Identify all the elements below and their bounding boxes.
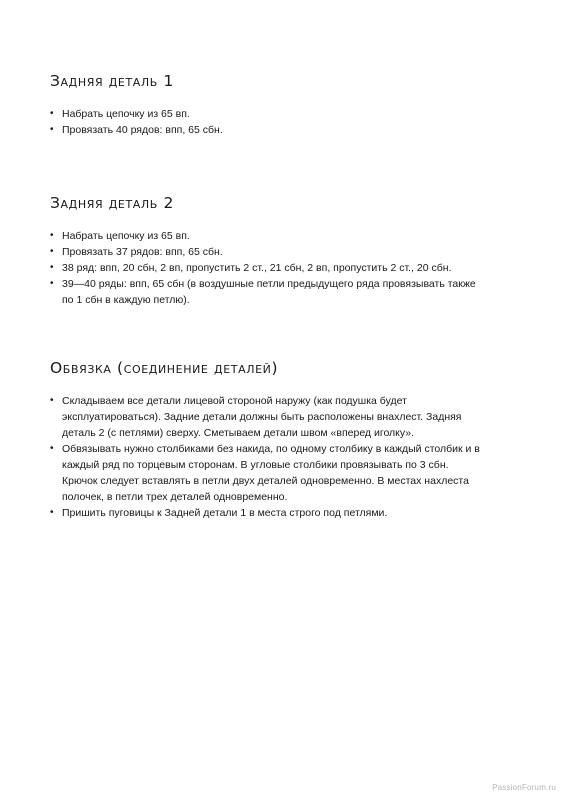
list-item <box>50 260 480 276</box>
list-item <box>50 276 480 308</box>
bullet-icon: • <box>50 230 54 241</box>
bullet-icon: • <box>50 507 54 518</box>
instruction-list <box>50 106 480 138</box>
section-back-part-1 <box>50 72 480 138</box>
list-item <box>50 228 480 244</box>
bullet-icon: • <box>50 443 54 454</box>
section-heading: Обвязка (соединение деталей) <box>50 359 279 377</box>
list-item-text: Складываем все детали лицевой стороной наружу (как подушка будет эксплуатироваться). Задние детали должны быть расположены внахлест. Задняя деталь 2 (с петлями) сверху. Сметываем детали швом «вперед иголку». <box>62 395 462 439</box>
list-item <box>50 505 480 521</box>
bullet-icon: • <box>50 278 54 289</box>
section-heading: Задняя деталь 1 <box>50 72 174 90</box>
list-item-text: Набрать цепочку из 65 вп. <box>62 230 190 242</box>
bullet-icon: • <box>50 124 54 135</box>
instruction-list <box>50 228 480 308</box>
list-item <box>50 122 480 138</box>
list-item-text: Провязать 37 рядов: впп, 65 сбн. <box>62 246 223 258</box>
bullet-icon: • <box>50 262 54 273</box>
list-item <box>50 106 480 122</box>
list-item-text: Обвязывать нужно столбиками без накида, по одному столбику в каждый столбик и в каждый ряд по торцевым сторонам. В угловые столбики провязывать по 3 сбн. Крючок следует вставлять в петли двух деталей одновременно. В местах нахлеста полочек, в петли трех деталей одновременно. <box>62 443 480 503</box>
list-item-text: Набрать цепочку из 65 вп. <box>62 108 190 120</box>
list-item <box>50 441 480 505</box>
list-item <box>50 393 480 441</box>
section-back-part-2 <box>50 194 480 308</box>
list-item-text: Провязать 40 рядов: впп, 65 сбн. <box>62 124 223 136</box>
bullet-icon: • <box>50 246 54 257</box>
list-item-text: 38 ряд: впп, 20 сбн, 2 вп, пропустить 2 ст., 21 сбн, 2 вп, пропустить 2 ст., 20 сбн. <box>62 262 452 274</box>
watermark: PassionForum.ru <box>492 783 556 792</box>
instruction-list <box>50 393 480 521</box>
list-item-text: Пришить пуговицы к Задней детали 1 в места строго под петлями. <box>62 507 388 519</box>
section-edging <box>50 359 480 521</box>
bullet-icon: • <box>50 108 54 119</box>
section-heading: Задняя деталь 2 <box>50 194 174 212</box>
list-item <box>50 244 480 260</box>
list-item-text: 39—40 ряды: впп, 65 сбн (в воздушные петли предыдущего ряда провязывать также по 1 сбн в каждую петлю). <box>62 278 476 306</box>
bullet-icon: • <box>50 395 54 406</box>
